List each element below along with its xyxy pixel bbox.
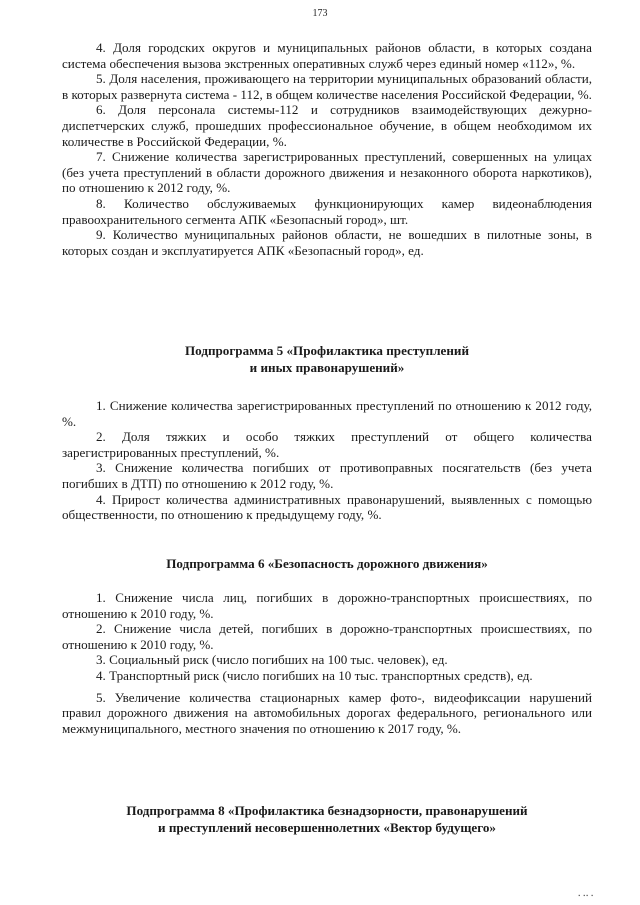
page-number: 173	[312, 8, 328, 19]
list-item: 7. Снижение количества зарегистрированных преступлений, совершенных на улицах (без учета преступлений в области дорожного движения и незаконного оборота наркотиков), по отношению к 2012 году, %.	[62, 149, 592, 196]
heading-line: Подпрограмма 6 «Безопасность дорожного движения»	[166, 556, 488, 571]
list-item: 1. Снижение числа лиц, погибших в дорожно-транспортных происшествиях, по отношению к 2010 году, %.	[62, 590, 592, 621]
section-continued-list	[62, 40, 592, 258]
list-item: 4. Доля городских округов и муниципальных районов области, в которых создана система обеспечения вызова экстренных оперативных служб через единый номер «112», %.	[62, 40, 592, 71]
list-item: 4. Прирост количества административных правонарушений, выявленных с помощью общественности, по отношению к предыдущему году, %.	[62, 491, 592, 523]
heading-line: и иных правонарушений»	[249, 360, 405, 375]
scan-artifact-mark: ▪ ▪▪ ▪	[578, 894, 594, 899]
subprogram-6-heading	[62, 555, 592, 572]
list-item: 8. Количество обслуживаемых функционирующих камер видеонаблюдения правоохранительного сегмента АПК «Безопасный город», шт.	[62, 195, 592, 227]
list-item: 6. Доля персонала системы-112 и сотрудников взаимодействующих дежурно-диспетчерских служб, прошедших профессиональное обучение, в общем необходимом их количестве в Российской Федерации, %.	[62, 102, 592, 149]
list-item: 2. Доля тяжких и особо тяжких преступлений от общего количества зарегистрированных преступлений, %.	[62, 429, 592, 460]
list-item: 3. Социальный риск (число погибших на 100 тыс. человек), ед.	[96, 652, 448, 668]
subprogram-5-list	[62, 398, 592, 523]
list-item: 4. Транспортный риск (число погибших на 10 тыс. транспортных средств), ед.	[96, 667, 533, 683]
heading-line: Подпрограмма 5 «Профилактика преступлений	[184, 343, 469, 358]
subprogram-6-list	[62, 590, 592, 736]
list-item: 2. Снижение числа детей, погибших в дорожно-транспортных происшествиях, по отношению к 2010 году, %.	[62, 621, 592, 652]
list-item: 3. Снижение количества погибших от противоправных посягательств (без учета погибших в ДТП) по отношению к 2012 году, %.	[62, 460, 592, 491]
subprogram-5-heading	[62, 342, 592, 376]
list-item: 5. Доля населения, проживающего на территории муниципальных образований области, в которых развернута система - 112, в общем количестве населения Российской Федерации, %.	[62, 71, 592, 102]
subprogram-8-heading	[62, 802, 592, 836]
list-item: 1. Снижение количества зарегистрированных преступлений по отношению к 2012 году, %.	[62, 398, 592, 429]
heading-line: и преступлений несовершеннолетних «Вектор будущего»	[158, 820, 496, 835]
list-item: 5. Увеличение количества стационарных камер фото-, видеофиксации нарушений правил дорожного движения на автомобильных дорогах федерального, регионального или межмуниципального, местного значения по отношению к 2017 году, %.	[62, 689, 592, 736]
list-item: 9. Количество муниципальных районов области, не вошедших в пилотные зоны, в которых создан и эксплуатируется АПК «Безопасный город», ед.	[62, 227, 592, 258]
heading-line: Подпрограмма 8 «Профилактика безнадзорности, правонарушений	[126, 803, 528, 818]
